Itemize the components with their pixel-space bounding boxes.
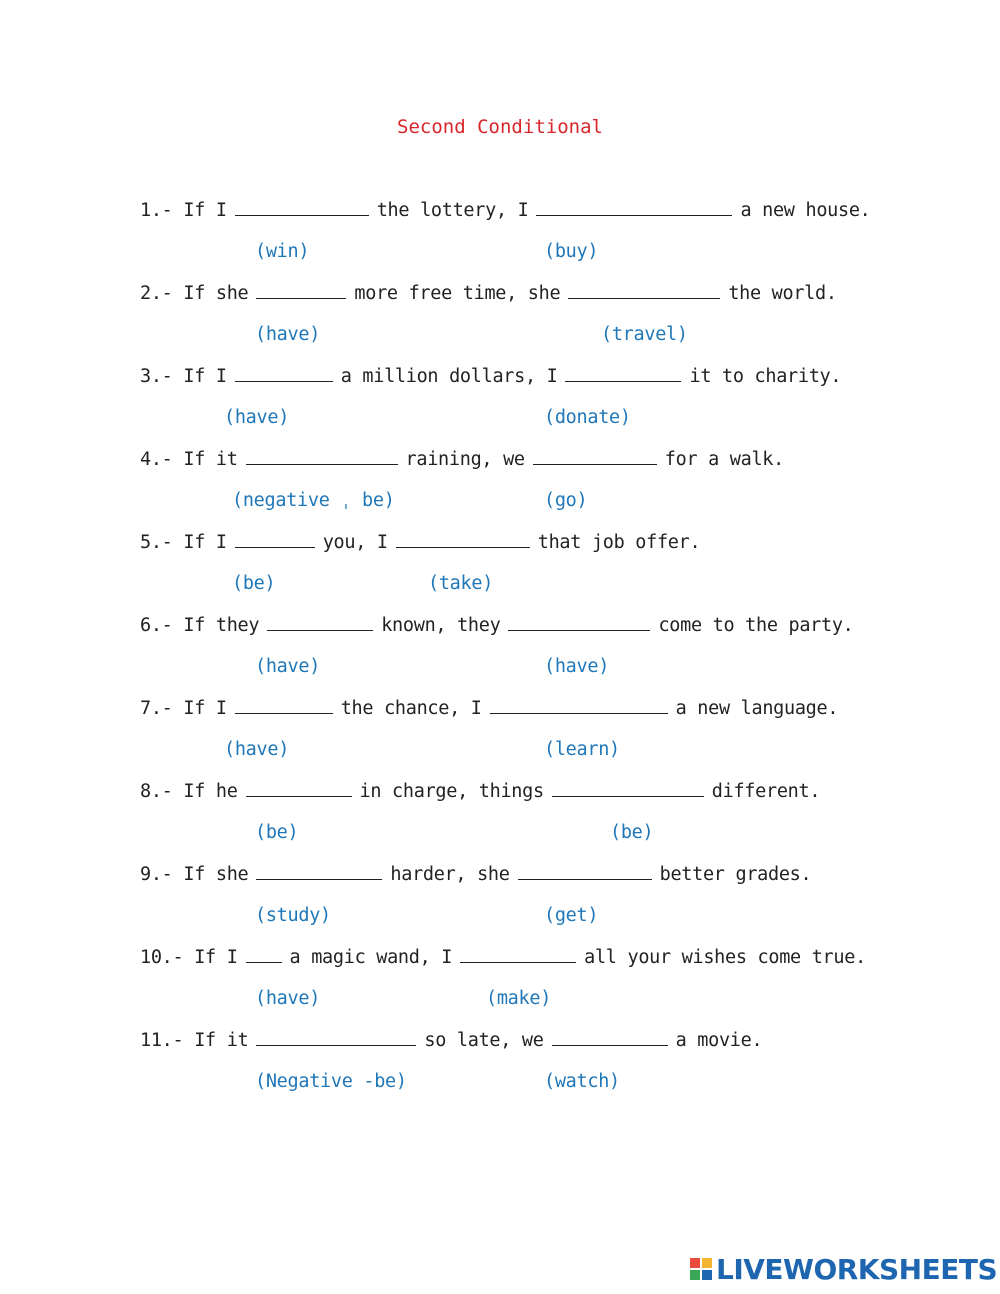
- sentence-start: 1.- If I: [140, 200, 227, 221]
- answer-blank[interactable]: [568, 283, 720, 299]
- verb-hint: (have): [255, 324, 321, 345]
- verb-hint: (Negative -be): [255, 1071, 407, 1092]
- exercise-sentence: [140, 615, 854, 641]
- sentence-end: a new house.: [740, 200, 871, 221]
- answer-blank[interactable]: [246, 947, 282, 963]
- exercise-sentence: [140, 366, 841, 392]
- sentence-start: 6.- If they: [140, 615, 260, 636]
- sentence-middle: so late, we: [424, 1030, 544, 1051]
- answer-blank[interactable]: [235, 532, 315, 548]
- sentence-start: 11.- If it: [140, 1030, 249, 1051]
- answer-blank[interactable]: [518, 864, 652, 880]
- answer-blank[interactable]: [256, 864, 382, 880]
- verb-hint: (negative ˌ be): [232, 490, 395, 511]
- answer-blank[interactable]: [256, 283, 346, 299]
- verb-hint: (watch): [544, 1071, 620, 1092]
- answer-blank[interactable]: [267, 615, 373, 631]
- page-title: Second Conditional: [397, 116, 603, 138]
- answer-blank[interactable]: [508, 615, 650, 631]
- sentence-middle: known, they: [381, 615, 501, 636]
- logo-mark-icon: [690, 1258, 712, 1280]
- answer-blank[interactable]: [533, 449, 657, 465]
- sentence-end: better grades.: [659, 864, 812, 885]
- exercise-sentence: [140, 283, 837, 309]
- answer-blank[interactable]: [552, 1030, 668, 1046]
- sentence-start: 8.- If he: [140, 781, 238, 802]
- answer-blank[interactable]: [460, 947, 576, 963]
- answer-blank[interactable]: [552, 781, 704, 797]
- sentence-end: come to the party.: [658, 615, 854, 636]
- verb-hint: (learn): [544, 739, 620, 760]
- verb-hint: (be): [255, 822, 299, 843]
- answer-blank[interactable]: [536, 200, 732, 216]
- exercise-sentence: [140, 864, 811, 890]
- sentence-end: for a walk.: [664, 449, 784, 470]
- verb-hint: (have): [255, 988, 321, 1009]
- verb-hint: (study): [255, 905, 331, 926]
- logo-text: LIVEWORKSHEETS: [716, 1252, 998, 1286]
- sentence-end: different.: [711, 781, 821, 802]
- sentence-middle: the lottery, I: [376, 200, 529, 221]
- sentence-middle: raining, we: [405, 449, 525, 470]
- answer-blank[interactable]: [565, 366, 681, 382]
- verb-hint: (go): [544, 490, 588, 511]
- sentence-end: it to charity.: [689, 366, 842, 387]
- sentence-end: the world.: [728, 283, 837, 304]
- sentence-start: 2.- If she: [140, 283, 249, 304]
- exercise-sentence: [140, 947, 866, 973]
- verb-hint: (have): [255, 656, 321, 677]
- exercise-sentence: [140, 200, 871, 226]
- sentence-start: 10.- If I: [140, 947, 238, 968]
- verb-hint: (be): [610, 822, 654, 843]
- exercise-sentence: [140, 698, 838, 724]
- answer-blank[interactable]: [246, 781, 352, 797]
- answer-blank[interactable]: [246, 449, 398, 465]
- sentence-middle: more free time, she: [354, 283, 561, 304]
- answer-blank[interactable]: [235, 200, 369, 216]
- verb-hint: (make): [486, 988, 552, 1009]
- verb-hint: (have): [224, 739, 290, 760]
- sentence-start: 5.- If I: [140, 532, 227, 553]
- sentence-start: 4.- If it: [140, 449, 238, 470]
- verb-hint: (take): [428, 573, 494, 594]
- answer-blank[interactable]: [256, 1030, 416, 1046]
- verb-hint: (win): [255, 241, 310, 262]
- sentence-middle: harder, she: [390, 864, 510, 885]
- exercise-sentence: [140, 449, 784, 475]
- answer-blank[interactable]: [235, 698, 333, 714]
- sentence-middle: a magic wand, I: [289, 947, 453, 968]
- sentence-middle: a million dollars, I: [340, 366, 558, 387]
- sentence-start: 7.- If I: [140, 698, 227, 719]
- verb-hint: (be): [232, 573, 276, 594]
- sentence-start: 3.- If I: [140, 366, 227, 387]
- sentence-start: 9.- If she: [140, 864, 249, 885]
- sentence-middle: the chance, I: [340, 698, 482, 719]
- verb-hint: (travel): [601, 324, 688, 345]
- verb-hint: (get): [544, 905, 599, 926]
- verb-hint: (donate): [544, 407, 631, 428]
- verb-hint: (buy): [544, 241, 599, 262]
- verb-hint: (have): [224, 407, 290, 428]
- exercise-sentence: [140, 781, 820, 807]
- liveworksheets-logo: [690, 1250, 997, 1288]
- exercise-sentence: [140, 1030, 762, 1056]
- sentence-end: all your wishes come true.: [584, 947, 866, 968]
- sentence-middle: in charge, things: [359, 781, 544, 802]
- exercise-sentence: [140, 532, 700, 558]
- answer-blank[interactable]: [235, 366, 333, 382]
- sentence-end: a new language.: [675, 698, 839, 719]
- sentence-end: a movie.: [675, 1030, 763, 1051]
- answer-blank[interactable]: [396, 532, 530, 548]
- answer-blank[interactable]: [490, 698, 668, 714]
- sentence-middle: you, I: [322, 532, 388, 553]
- sentence-end: that job offer.: [537, 532, 701, 553]
- verb-hint: (have): [544, 656, 610, 677]
